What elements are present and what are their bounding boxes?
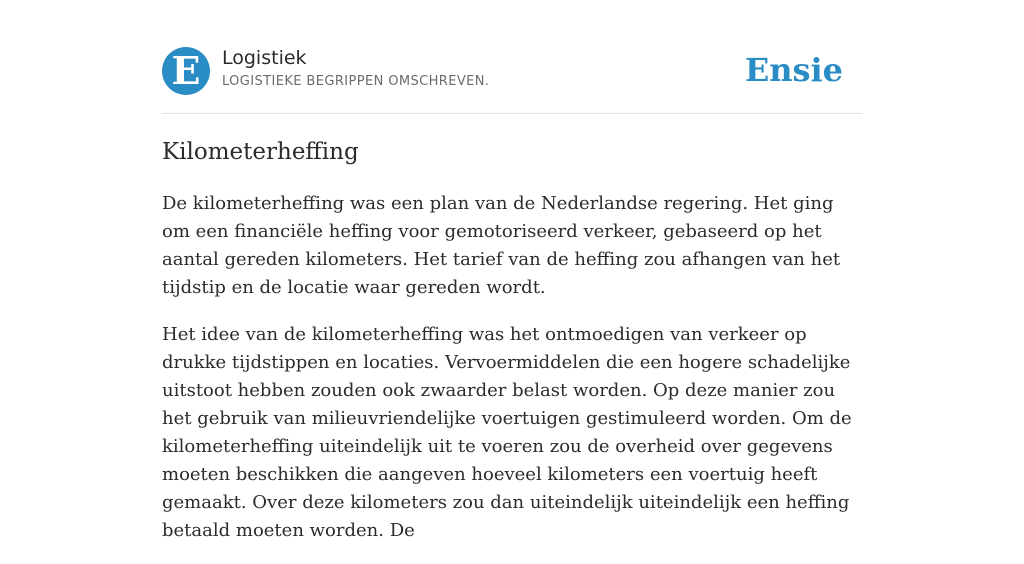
article-paragraph: Het idee van de kilometerheffing was het ontmoedigen van verkeer op drukke tijdstippen en locaties. Vervoermiddelen die een hogere schadelijke uitstoot hebben zouden ook zwaarder belast worden. Op deze manier zou het gebruik van milieuvriendelijke voertuigen gestimuleerd worden. Om de kilometerheffing uiteindelijk uit te voeren zou de overheid over gegevens moeten beschikken die aangeven hoeveel kilometers een voertuig heeft gemaakt. Over deze kilometers zou dan uiteindelijk uiteindelijk een heffing betaald moeten worden. De [162, 324, 852, 541]
article-title: Kilometerheffing [162, 139, 359, 165]
page-container [162, 0, 862, 541]
brand-logo[interactable]: Ensie [744, 51, 843, 89]
article-body [162, 190, 862, 564]
site-tagline: LOGISTIEKE BEGRIPPEN OMSCHREVEN. [222, 74, 490, 89]
site-logo[interactable]: E [162, 47, 210, 95]
site-title[interactable]: Logistiek [222, 47, 307, 69]
site-header [162, 0, 862, 114]
article-paragraph: De kilometerheffing was een plan van de Nederlandse regering. Het ging om een financiële heffing voor gemotoriseerd verkeer, gebaseerd op het aantal gereden kilometers. Het tarief van de heffing zou afhangen van het tijdstip en de locatie waar gereden wordt. [162, 193, 841, 298]
